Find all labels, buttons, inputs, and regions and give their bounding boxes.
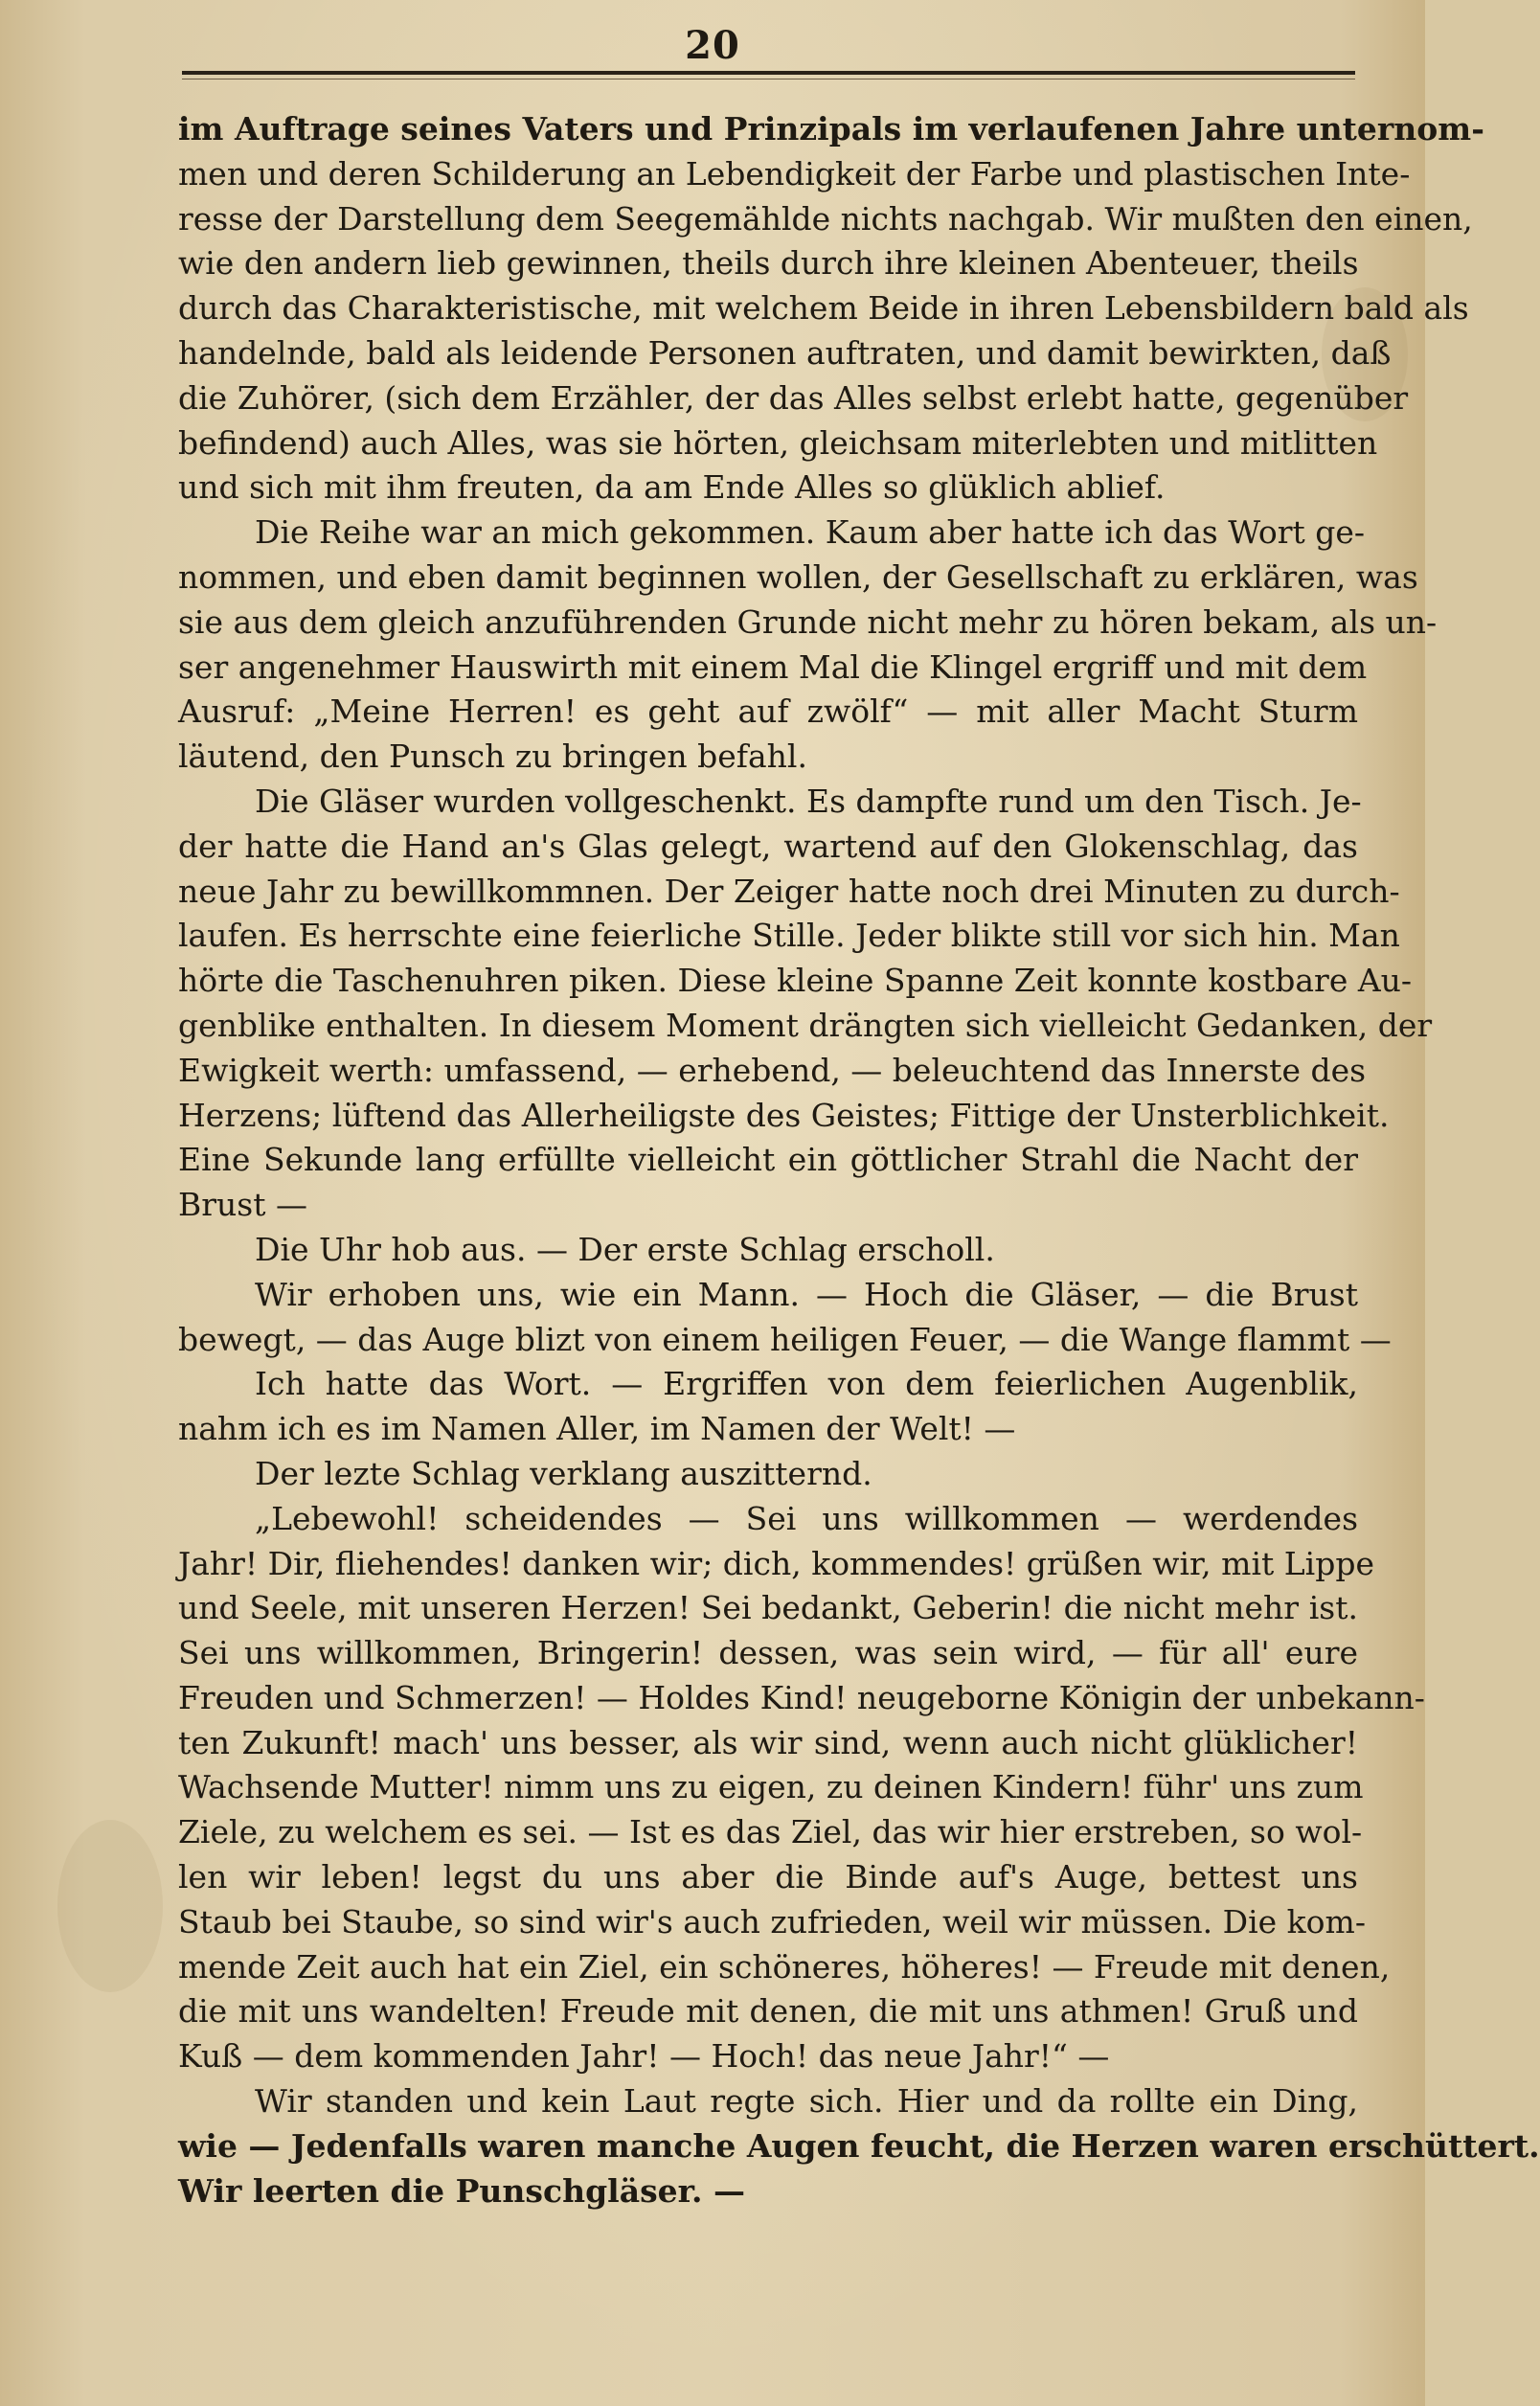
text-line: Herzens; lüftend das Allerheiligste des Geistes; Fittige der Unsterblichkeit. bbox=[178, 1096, 1390, 1134]
text-line: befindend) auch Alles, was sie hörten, gleichsam miterlebten und mitlitten bbox=[178, 423, 1378, 462]
text-line: len wir leben! legst du uns aber die Binde auf's Auge, bettest uns bbox=[178, 1858, 1358, 1896]
text-line: die mit uns wandelten! Freude mit denen, die mit uns athmen! Gruß und bbox=[178, 1992, 1358, 2031]
text-line: ser angenehmer Hauswirth mit einem Mal die Klingel ergriff und mit dem bbox=[178, 647, 1368, 686]
header-rule bbox=[182, 71, 1355, 75]
text-line: ten Zukunft! mach' uns besser, als wir sind, wenn auch nicht glüklicher! bbox=[178, 1723, 1358, 1761]
text-line: „Lebewohl! scheidendes — Sei uns willkommen — werdendes bbox=[255, 1499, 1358, 1537]
text-line: Ausruf: „Meine Herren! es geht auf zwölf“ — mit aller Macht Sturm bbox=[178, 692, 1358, 731]
page-number: 20 bbox=[685, 23, 740, 68]
text-line: handelnde, bald als leidende Personen auftraten, und damit bewirkten, daß bbox=[178, 333, 1392, 372]
text-line: Eine Sekunde lang erfüllte vielleicht ein göttlicher Strahl die Nacht der bbox=[178, 1141, 1358, 1179]
text-line: Ewigkeit werth: umfassend, — erhebend, — beleuchtend das Innerste des bbox=[178, 1051, 1367, 1089]
text-line: und sich mit ihm freuten, da am Ende Alles so glüklich ablief. bbox=[178, 468, 1166, 507]
text-line: Wachsende Mutter! nimm uns zu eigen, zu deinen Kindern! führ' uns zum bbox=[178, 1768, 1364, 1806]
text-line: Die Reihe war an mich gekommen. Kaum aber hatte ich das Wort ge- bbox=[255, 513, 1366, 552]
text-line: Freuden und Schmerzen! — Holdes Kind! neugeborne Königin der unbekann- bbox=[178, 1678, 1425, 1716]
text-line: Kuß — dem kommenden Jahr! — Hoch! das neue Jahr!“ — bbox=[178, 2037, 1110, 2076]
text-line: die Zuhörer, (sich dem Erzähler, der das Alles selbst erlebt hatte, gegenüber bbox=[178, 378, 1409, 417]
text-line: Brust — bbox=[178, 1186, 307, 1224]
text-line: wie — Jedenfalls waren manche Augen feucht, die Herzen waren erschüttert. bbox=[178, 2126, 1540, 2165]
text-line: hörte die Taschenuhren piken. Diese kleine Spanne Zeit konnte kostbare Au- bbox=[178, 962, 1413, 1000]
text-line: neue Jahr zu bewillkommnen. Der Zeiger hatte noch drei Minuten zu durch- bbox=[178, 872, 1400, 910]
text-line: und Seele, mit unseren Herzen! Sei bedankt, Geberin! die nicht mehr ist. bbox=[178, 1589, 1358, 1627]
text-line: mende Zeit auch hat ein Ziel, ein schöneres, höheres! — Freude mit denen, bbox=[178, 1947, 1391, 1986]
paper-stain bbox=[57, 1820, 163, 1992]
text-line: nahm ich es im Namen Aller, im Namen der Welt! — bbox=[178, 1410, 1016, 1448]
text-line: Ziele, zu welchem es sei. — Ist es das Ziel, das wir hier erstreben, so wol- bbox=[178, 1813, 1363, 1851]
text-line: Sei uns willkommen, Bringerin! dessen, was sein wird, — für all' eure bbox=[178, 1634, 1358, 1672]
text-line: sie aus dem gleich anzuführenden Grunde nicht mehr zu hören bekam, als un- bbox=[178, 602, 1438, 641]
text-line: laufen. Es herrschte eine feierliche Stille. Jeder blikte still vor sich hin. Man bbox=[178, 917, 1400, 955]
text-line: Jahr! Dir, fliehendes! danken wir; dich, kommendes! grüßen wir, mit Lippe bbox=[178, 1544, 1375, 1582]
text-line: Der lezte Schlag verklang auszitternd. bbox=[255, 1454, 872, 1492]
text-line: Wir leerten die Punschgläser. — bbox=[178, 2171, 745, 2210]
text-line: der hatte die Hand an's Glas gelegt, wartend auf den Glokenschlag, das bbox=[178, 827, 1358, 865]
text-line: men und deren Schilderung an Lebendigkeit der Farbe und plastischen Inte- bbox=[178, 154, 1411, 193]
text-line: resse der Darstellung dem Seegemählde nichts nachgab. Wir mußten den einen, bbox=[178, 199, 1473, 238]
text-line: im Auftrage seines Vaters und Prinzipals im verlaufenen Jahre unternom- bbox=[178, 110, 1484, 148]
text-line: Wir erhoben uns, wie ein Mann. — Hoch die Gläser, — die Brust bbox=[255, 1275, 1358, 1313]
text-line: nommen, und eben damit beginnen wollen, der Gesellschaft zu erklären, was bbox=[178, 557, 1418, 596]
text-line: wie den andern lieb gewinnen, theils durch ihre kleinen Abenteuer, theils bbox=[178, 244, 1359, 283]
text-line: Die Gläser wurden vollgeschenkt. Es dampfte rund um den Tisch. Je- bbox=[255, 782, 1362, 820]
text-line: Wir standen und kein Laut regte sich. Hier und da rollte ein Ding, bbox=[255, 2082, 1358, 2121]
text-line: bewegt, — das Auge blizt von einem heiligen Feuer, — die Wange flammt — bbox=[178, 1320, 1392, 1358]
text-line: Staub bei Staube, so sind wir's auch zufrieden, weil wir müssen. Die kom- bbox=[178, 1902, 1366, 1941]
text-line: durch das Charakteristische, mit welchem Beide in ihren Lebensbildern bald als bbox=[178, 289, 1469, 328]
text-line: genblike enthalten. In diesem Moment drängten sich vielleicht Gedanken, der bbox=[178, 1006, 1433, 1044]
text-line: Die Uhr hob aus. — Der erste Schlag erscholl. bbox=[255, 1230, 995, 1268]
text-line: läutend, den Punsch zu bringen befahl. bbox=[178, 738, 807, 776]
body-text bbox=[178, 107, 1540, 2213]
text-line: Ich hatte das Wort. — Ergriffen von dem feierlichen Augenblik, bbox=[255, 1365, 1358, 1403]
